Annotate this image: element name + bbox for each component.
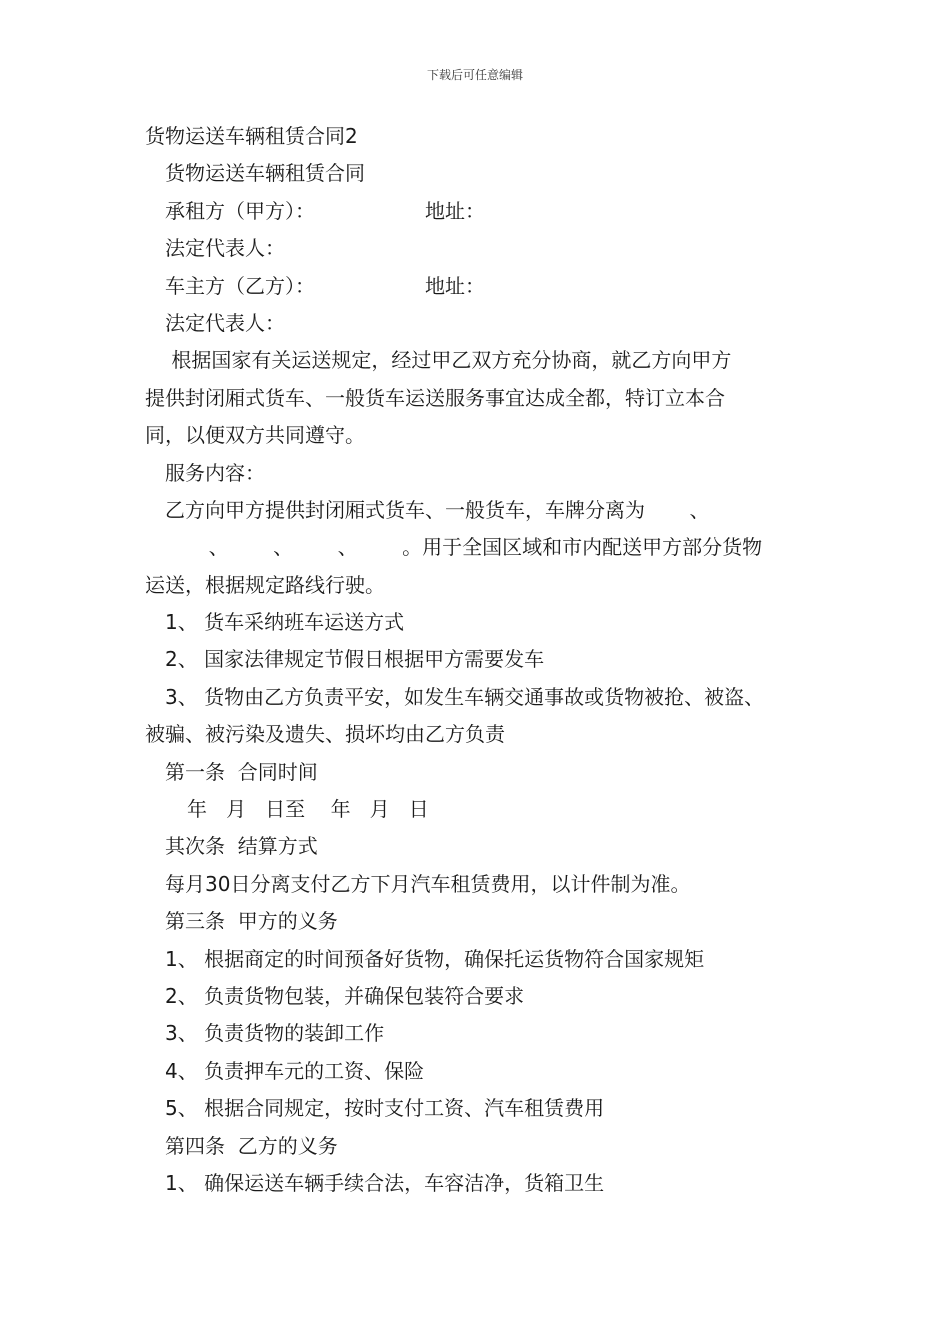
intro-paragraph-line-3: 同，以便双方共同遵守。 [145, 423, 365, 448]
article-3-item-4: 4、 负责押车元的工资、保险 [165, 1058, 425, 1083]
header-note: 下载后可任意编辑 [426, 68, 523, 82]
service-line-3: 运送，根据规定路线行驶。 [145, 572, 385, 597]
article-4-heading: 第四条 乙方的义务 [165, 1133, 338, 1158]
party-a-address: 地址： [425, 198, 485, 223]
service-line-2: 、 、 、 。用于全国区域和市内配送甲方部分货物 [145, 535, 763, 560]
party-b-label: 车主方（乙方）： [165, 273, 315, 298]
party-b-address: 地址： [425, 273, 485, 298]
article-2-text: 每月30日分离支付乙方下月汽车租赁费用，以计件制为准。 [165, 871, 691, 896]
party-a-label: 承租方（甲方）： [165, 198, 315, 223]
article-1-date-range: 年 月 日至 年 月 日 [187, 797, 429, 822]
party-b-representative: 法定代表人： [165, 310, 285, 335]
service-item-3-line-2: 被骗、被污染及遗失、损坏均由乙方负责 [145, 722, 505, 747]
service-line-1: 乙方向甲方提供封闭厢式货车、一般货车，车牌分离为 、 [165, 497, 710, 522]
article-3-item-1: 1、 根据商定的时间预备好货物，确保托运货物符合国家规矩 [165, 946, 705, 971]
article-3-item-5: 5、 根据合同规定，按时支付工资、汽车租赁费用 [165, 1096, 605, 1121]
service-heading: 服务内容： [165, 460, 265, 485]
article-3-item-3: 3、 负责货物的装卸工作 [165, 1021, 385, 1046]
document-body [145, 118, 835, 1202]
service-item-3-line-1: 3、 货物由乙方负责平安，如发生车辆交通事故或货物被抢、被盗、 [165, 684, 765, 709]
intro-paragraph-line-2: 提供封闭厢式货车、一般货车运送服务事宜达成全都，特订立本合 [145, 385, 725, 410]
service-item-2: 2、 国家法律规定节假日根据甲方需要发车 [165, 647, 545, 672]
article-3-item-2: 2、 负责货物包装，并确保包装符合要求 [165, 983, 525, 1008]
service-item-1: 1、 货车采纳班车运送方式 [165, 610, 405, 635]
article-1-heading: 第一条 合同时间 [165, 759, 318, 784]
article-2-heading: 其次条 结算方式 [165, 834, 318, 859]
contract-title: 货物运送车辆租赁合同 [165, 161, 365, 186]
party-a-representative: 法定代表人： [165, 236, 285, 261]
party-a-line [145, 193, 835, 230]
document-title: 货物运送车辆租赁合同2 [145, 124, 358, 148]
article-4-item-1: 1、 确保运送车辆手续合法，车容洁净，货箱卫生 [165, 1170, 605, 1195]
article-3-heading: 第三条 甲方的义务 [165, 909, 338, 934]
party-b-line [145, 268, 835, 305]
intro-paragraph-line-1: 根据国家有关运送规定，经过甲乙双方充分协商，就乙方向甲方 [165, 348, 732, 373]
